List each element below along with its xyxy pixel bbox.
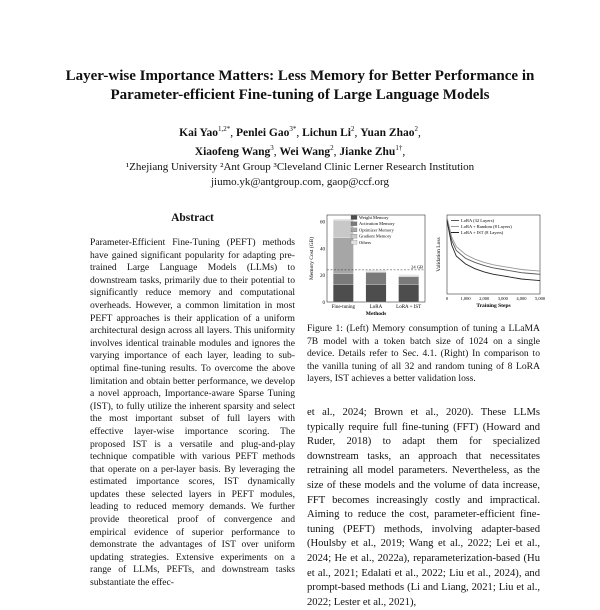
author-name: Jianke Zhu (339, 146, 395, 158)
bar-segment (399, 275, 419, 276)
author-sup: 1† (395, 144, 402, 152)
x-tick-label: 4,000 (516, 296, 527, 302)
paper-title (40, 67, 560, 105)
x-tick-label: 2,000 (479, 296, 490, 302)
legend-label: LoRA + Random (8 Layers) (461, 224, 512, 229)
legend-swatch (351, 222, 357, 226)
author-sup: 2 (330, 144, 334, 152)
bar-segment (333, 219, 353, 220)
bar-segment (399, 285, 419, 302)
bar-segment (399, 277, 419, 285)
bar-segment (366, 272, 386, 273)
category-label: Fine-tuning (332, 305, 356, 310)
bar-segment (333, 285, 353, 302)
legend-label: Weight Memory (359, 215, 389, 220)
legend-label: Activation Memory (359, 221, 395, 226)
abstract-text (90, 237, 295, 590)
bar-y-axis-label: Memory Cost (GB) (308, 237, 315, 280)
affiliations: ¹Zhejiang University ²Ant Group ³Cleveland Clinic Lerner Research Institution (40, 160, 560, 175)
abstract-paragraph: Parameter-Efficient Fine-Tuning (PEFT) methods have gained significant popularity for adapting pre-trained Large Language Models (LLMs) to downstream tasks, primarily due to their potential to significantly reduce memory and computational overheads. However, a common limitation in most PEFT approaches is their application of a uniform architectural design across all layers. This uniformity involves identical trainable modules and ignores the varying importance of each layer, leading to sub-optimal fine-tuning results. To overcome the above limitation and obtain better performance, we develop a novel approach, Importance-aware Sparse Tuning (IST), to fully utilize the inherent sparsity and select the most important subset of full layers with effective layer-wise importance scoring. The proposed IST is a versatile and plug-and-play technique compatible with various PEFT methods that operate on a per-layer basis. By leveraging the estimated importance scores, IST dynamically updates these selected layers in PEFT modules, leading to reduced memory demands. We further provide theoretical proof of convergence and empirical evidence of superior performance to demonstrate the advantages of IST over uniform updating strategies. Extensive experiments on a range of LLMs, PEFTs, and downstream tasks substantiate the effec- (90, 237, 295, 590)
line-x-axis-label: Training Steps (476, 303, 510, 309)
line-y-axis-label: Validation Loss (436, 237, 442, 271)
legend-swatch (351, 234, 357, 238)
author-name: Xiaofeng Wang (195, 146, 271, 158)
memory-bar-chart (308, 215, 425, 317)
bar-segment (333, 274, 353, 285)
figure-1 (307, 207, 542, 315)
author-name: Lichun Li (302, 127, 351, 139)
legend-swatch (351, 216, 357, 220)
abstract-heading: Abstract (90, 212, 295, 224)
author-sup: 1,2* (218, 125, 230, 133)
category-label: LoRA (370, 305, 383, 310)
author-sup: 3* (289, 125, 296, 133)
author-line-1: Kai Yao$^{1,2*}$, Penlei Gao$^{3*}$, Lichun Li$^2$, Yuan Zhao$^2$, (40, 122, 560, 141)
legend-label: Others (359, 240, 371, 245)
bar-segment (366, 285, 386, 302)
author-name: Kai Yao (179, 127, 218, 139)
bar-segment (366, 270, 386, 271)
author-emails: jiumo.yk@antgroup.com, gaop@ccf.org (40, 175, 560, 190)
y-tick-label: 0 (323, 301, 326, 306)
bar-segment (366, 273, 386, 285)
y-tick-label: 20 (320, 274, 326, 279)
author-name: Yuan Zhao (360, 127, 414, 139)
author-block (40, 122, 560, 190)
legend-label: Optimizer Memory (359, 227, 395, 232)
bar-x-axis-label: Methods (366, 311, 386, 317)
author-name: Wei Wang (280, 146, 331, 158)
y-tick-label: 60 (320, 221, 326, 226)
x-tick-label: 0 (446, 296, 449, 301)
figure-1-caption: Figure 1: (Left) Memory consumption of tuning a LLaMA 7B model with a token batch size of 1024 on a single device. Details refer to Sec. 4.1. (Right) In comparison to the vanilla tuning of all 32 and random tuning of 8 LoRA layers, IST achieves a better validation loss. (307, 323, 540, 386)
author-sup: 2 (414, 125, 418, 133)
title-line-2: Parameter-efficient Fine-tuning of Large Language Models (40, 86, 560, 105)
category-label: LoRA + IST (396, 305, 421, 310)
author-line-2: Xiaofeng Wang$^3$, Wei Wang$^2$, Jianke Zhu$^{1\dagger}$, (40, 141, 560, 160)
x-tick-label: 1,000 (461, 296, 472, 302)
figure-1-svg (307, 207, 542, 315)
reference-line-label: 24 GB (411, 264, 423, 269)
legend-swatch (351, 240, 357, 244)
validation-loss-chart (436, 215, 546, 309)
author-sup: 2 (351, 125, 355, 133)
y-tick-label: 40 (320, 247, 326, 252)
title-line-1: Layer-wise Importance Matters: Less Memory for Better Performance in (40, 67, 560, 86)
author-sup: 3 (270, 144, 274, 152)
legend-label: LoRA (32 Layers) (461, 218, 494, 223)
x-tick-label: 3,000 (498, 296, 509, 302)
x-tick-label: 5,000 (535, 296, 546, 302)
legend-swatch (351, 228, 357, 232)
bar-segment (333, 220, 353, 237)
legend-label: LoRA + IST (8 Layers) (461, 230, 504, 235)
bar-segment (333, 238, 353, 274)
author-name: Penlei Gao (236, 127, 289, 139)
intro-body-text: et al., 2024; Brown et al., 2020). These LLMs typically require full fine-tuning (FFT) (Howard and Ruder, 2018) to adapt them for specialized downstream tasks, an approach that necessitates retraining all model parameters. Nevertheless, as the size of these models and the volume of data increase, FFT becomes increasingly costly and impractical. Aiming to reduce the cost, parameter-efficient fine-tuning (PEFT) methods, involving adapter-based (Houlsby et al., 2019; Wang et al., 2022; Lei et al., 2024; He et al., 2022a), reparameterization-based (Hu et al., 2021; Edalati et al., 2022; Liu et al., 2024), and prompt-based methods (Li and Liang, 2021; Liu et al., 2022; Lester et al., 2021), (307, 406, 540, 610)
legend-label: Gradient Memory (359, 234, 392, 239)
